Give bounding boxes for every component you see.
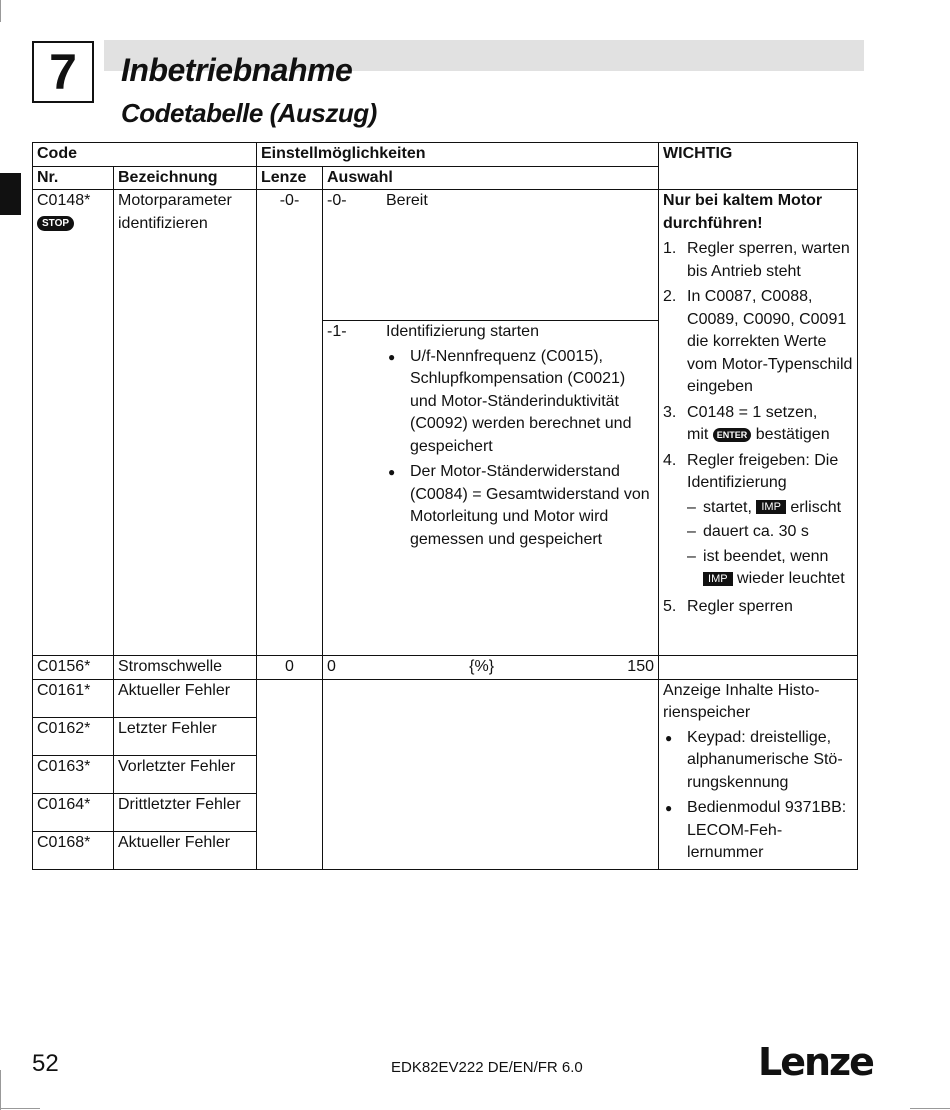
dash-text-a: startet,	[703, 498, 752, 516]
cell-selection-faults	[323, 679, 659, 869]
dash-mark: –	[687, 523, 696, 540]
selection-text: Bereit	[386, 192, 428, 209]
steps-list	[663, 238, 853, 618]
cell-lenze-c0156: 0	[257, 656, 323, 680]
cell-designation: Vorletzter Fehler	[114, 755, 257, 793]
table-header-row-1	[33, 143, 858, 167]
cell-nr: C0163*	[33, 755, 114, 793]
cell-designation: Letzter Fehler	[114, 717, 257, 755]
list-item	[687, 521, 853, 544]
bullet-list	[663, 727, 853, 865]
important-title: Nur bei kaltem Motor durchführen!	[663, 192, 823, 232]
table-row-c0148-a	[33, 190, 858, 321]
cell-selection-c0156	[323, 656, 659, 680]
page-subtitle: Codetabelle (Auszug)	[121, 98, 377, 128]
code-table	[32, 142, 858, 870]
cell-nr: C0162*	[33, 717, 114, 755]
table-row-c0156	[33, 656, 858, 680]
list-item: ● Der Motor-Ständerwiderstand (C0084) = Gesamtwiderstand von Motorleitung und Motor wird gemessen und gespeichert	[386, 461, 654, 551]
step-text: Regler sperren, warten bis Antrieb steht	[687, 240, 850, 280]
dash-mark: –	[687, 498, 696, 516]
stop-icon: STOP	[37, 216, 74, 231]
dash-text	[703, 497, 841, 520]
enter-icon: ENTER	[713, 428, 752, 442]
important-title: Anzeige Inhalte Historienspeicher	[663, 681, 820, 721]
selection-text: Identifizierung starten	[386, 323, 539, 340]
header-code: Code	[33, 143, 257, 167]
cell-designation: Aktueller Fehler	[114, 679, 257, 717]
step-number: 5.	[663, 597, 677, 615]
list-item	[687, 546, 853, 591]
list-item	[663, 596, 853, 619]
cell-selection-c0148-1	[323, 321, 659, 656]
header-important: WICHTIG	[659, 143, 858, 190]
lenze-logo: Lenze	[758, 1040, 873, 1084]
step-text: In C0087, C0088, C0089, C0090, C0091 die korrekten Werte vom Motor-Typenschild eingeben	[687, 288, 853, 395]
range-min: 0	[327, 658, 336, 675]
bullet-list	[386, 346, 654, 552]
list-item	[663, 238, 853, 283]
cell-nr: C0164*	[33, 793, 114, 831]
header-designation: Bezeichnung	[114, 166, 257, 190]
list-item: ● U/f-Nennfrequenz (C0015), Schlupfkompensation (C0021) und Motor-Ständerinduktivität (C0092) werden berechnet und gespeichert	[386, 346, 654, 459]
step-text	[687, 402, 853, 447]
imp-icon: IMP	[703, 572, 733, 586]
cell-important-c0148	[659, 190, 858, 656]
cell-nr-c0156: C0156*	[33, 656, 114, 680]
cell-lenze-c0148: -0-	[257, 190, 323, 656]
cell-designation: Drittletzter Fehler	[114, 793, 257, 831]
dash-text-b: wieder leuchtet	[737, 570, 845, 587]
step-text-b: mit	[687, 426, 709, 443]
dash-text: dauert ca. 30 s	[703, 523, 809, 540]
crop-mark-bottom-right	[910, 1108, 950, 1109]
step-text-a: C0148 = 1 setzen,	[687, 403, 818, 421]
page-title: Inbetriebnahme	[121, 52, 353, 88]
list-item	[663, 450, 853, 593]
step-number: 2.	[663, 288, 677, 305]
crop-mark-top-left	[0, 0, 1, 22]
cell-important-faults	[659, 679, 858, 869]
cell-designation-c0156: Stromschwelle	[114, 656, 257, 680]
range-max: 150	[627, 658, 654, 675]
step-text-main: Regler freigeben: Die Identifizierung	[687, 451, 839, 491]
imp-icon: IMP	[756, 500, 786, 514]
list-item	[663, 286, 853, 399]
header-settings: Einstellmöglichkeiten	[257, 143, 659, 167]
step-text: Regler sperren	[687, 597, 793, 615]
cell-nr: C0161*	[33, 679, 114, 717]
cell-nr: C0168*	[33, 831, 114, 869]
cell-designation: Aktueller Fehler	[114, 831, 257, 869]
document-id: EDK82EV222 DE/EN/FR 6.0	[391, 1059, 583, 1076]
dash-text	[703, 546, 845, 591]
step-number: 1.	[663, 240, 677, 257]
cell-designation-c0148: Motorparameter identifizieren	[114, 190, 257, 656]
selection-key: -0-	[327, 192, 347, 209]
crop-mark-bottom-left-h	[0, 1108, 40, 1109]
list-item: ● Keypad: dreistellige, alphanumerische Störungskennung	[663, 727, 853, 795]
chapter-number: 7	[32, 41, 94, 103]
step-number: 4.	[663, 451, 677, 469]
range-unit: {%}	[469, 658, 495, 675]
header-lenze: Lenze	[257, 166, 323, 190]
cell-selection-c0148-0	[323, 190, 659, 321]
dash-list	[687, 497, 853, 591]
code-nr: C0148*	[37, 192, 91, 209]
list-item: ● Bedienmodul 9371BB: LECOM-Fehlernummer	[663, 797, 853, 865]
list-item	[687, 497, 853, 520]
dash-text-b: erlischt	[790, 498, 842, 516]
selection-body	[386, 321, 654, 554]
dash-mark: –	[687, 547, 696, 565]
header-selection: Auswahl	[323, 166, 659, 190]
cell-important-c0156	[659, 656, 858, 680]
list-item	[663, 402, 853, 447]
chapter-side-tab	[0, 173, 21, 215]
dash-text-a: ist beendet, wenn	[703, 547, 829, 565]
cell-lenze-faults	[257, 679, 323, 869]
page-number: 52	[32, 1050, 59, 1077]
cell-nr-c0148	[33, 190, 114, 656]
step-text	[687, 450, 853, 593]
crop-mark-bottom-left	[0, 1070, 1, 1110]
step-number: 3.	[663, 403, 677, 421]
table-row-c0161	[33, 679, 858, 717]
step-text-c: bestätigen	[755, 426, 830, 443]
selection-key: -1-	[327, 323, 347, 340]
header-nr: Nr.	[33, 166, 114, 190]
